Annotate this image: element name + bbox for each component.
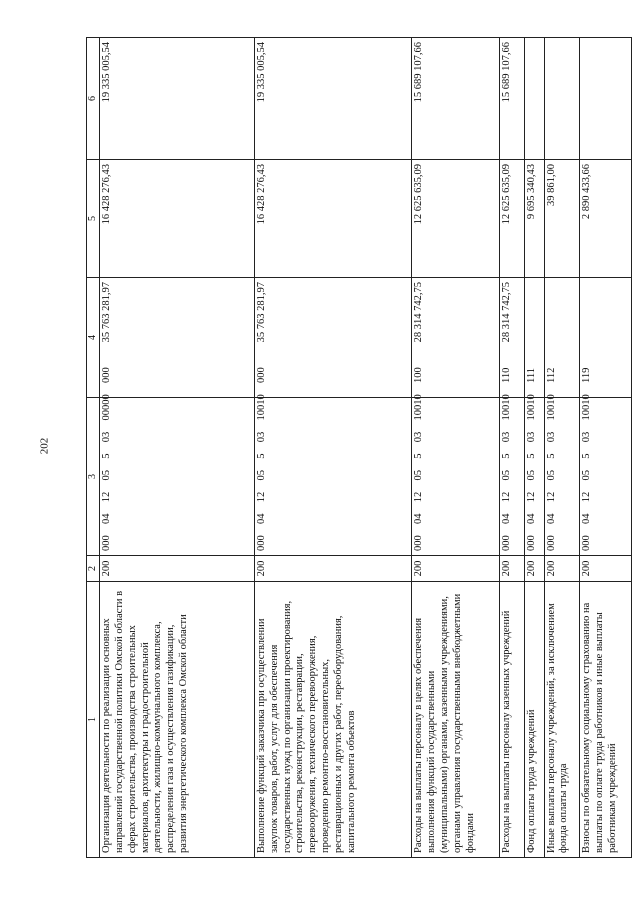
budget-table [86,37,632,858]
table-header-row [87,38,100,858]
row-col6: 15 689 107,66 [412,38,499,160]
row-name: Организация деятельности по реализации основных направлений государственной политики Омской области в сферах строительства, производства строительных материалов, архитектуры и градостроительной деятельности, жилищно-коммунального комплекса, распределения газа и осуществления газификации, развития энергетического комплекса Омской области [100,582,255,858]
table-row [499,38,524,858]
row-ved: 200 [100,556,255,582]
row-col4: 28 314 742,75 [499,278,524,398]
column-header: 5 [87,160,100,278]
row-code: 000 04 12 05 5 03 00000 000 [100,398,255,556]
row-name: Иные выплаты персоналу учреждений, за исключением фонда оплаты труда [544,582,580,858]
row-col6 [524,38,544,160]
row-code: 000 04 12 05 5 03 10010 119 [580,398,632,556]
row-col5: 16 428 276,43 [100,160,255,278]
row-col6 [544,38,580,160]
budget-table-container [86,38,632,858]
row-ved: 200 [524,556,544,582]
row-name: Фонд оплаты труда учреждений [524,582,544,858]
table-row [524,38,544,858]
row-code: 000 04 12 05 5 03 10010 111 [524,398,544,556]
column-header: 6 [87,38,100,160]
row-col5: 12 625 635,09 [499,160,524,278]
row-col5: 2 890 433,66 [580,160,632,278]
row-col4: 35 763 281,97 [255,278,412,398]
row-ved: 200 [499,556,524,582]
row-code: 000 04 12 05 5 03 10010 110 [499,398,524,556]
row-ved: 200 [544,556,580,582]
row-col5: 16 428 276,43 [255,160,412,278]
column-header: 4 [87,278,100,398]
table-row [412,38,499,858]
row-col6: 19 335 005,54 [100,38,255,160]
row-ved: 200 [412,556,499,582]
row-col6: 15 689 107,66 [499,38,524,160]
row-ved: 200 [255,556,412,582]
row-col5: 39 861,00 [544,160,580,278]
row-code: 000 04 12 05 5 03 10010 100 [412,398,499,556]
row-name: Расходы на выплаты персоналу казенных учреждений [499,582,524,858]
row-code: 000 04 12 05 5 03 10010 112 [544,398,580,556]
row-col5: 12 625 635,09 [412,160,499,278]
column-header: 2 [87,556,100,582]
row-col6 [580,38,632,160]
page-number: 202 [38,437,51,455]
column-header: 3 [87,398,100,556]
row-name: Расходы на выплаты персоналу в целях обеспечения выполнения функций государственными (муниципальными) органами, казенными учреждениями, органами управления государственными внебюджетными фондами [412,582,499,858]
row-ved: 200 [580,556,632,582]
table-row [580,38,632,858]
row-col5: 9 695 340,43 [524,160,544,278]
row-col4: 35 763 281,97 [100,278,255,398]
row-name: Взносы по обязательному социальному страхованию на выплаты по оплате труда работников и иные выплаты работникам учреждений [580,582,632,858]
row-code: 000 04 12 05 5 03 10010 000 [255,398,412,556]
table-row [255,38,412,858]
table-row [100,38,255,858]
row-name: Выполнение функций заказчика при осуществлении закупок товаров, работ, услуг для обеспечения государственных нужд по организации проектирования, строительства, реконструкции, реставрации, перевооружения, технического перевооружения, проведению ремонтно-восстановительных, реставрационных и других работ, переоборудования, капитального ремонта объектов [255,582,412,858]
table-row [544,38,580,858]
row-col4: 28 314 742,75 [412,278,499,398]
row-col6: 19 335 005,54 [255,38,412,160]
column-header: 1 [87,582,100,858]
